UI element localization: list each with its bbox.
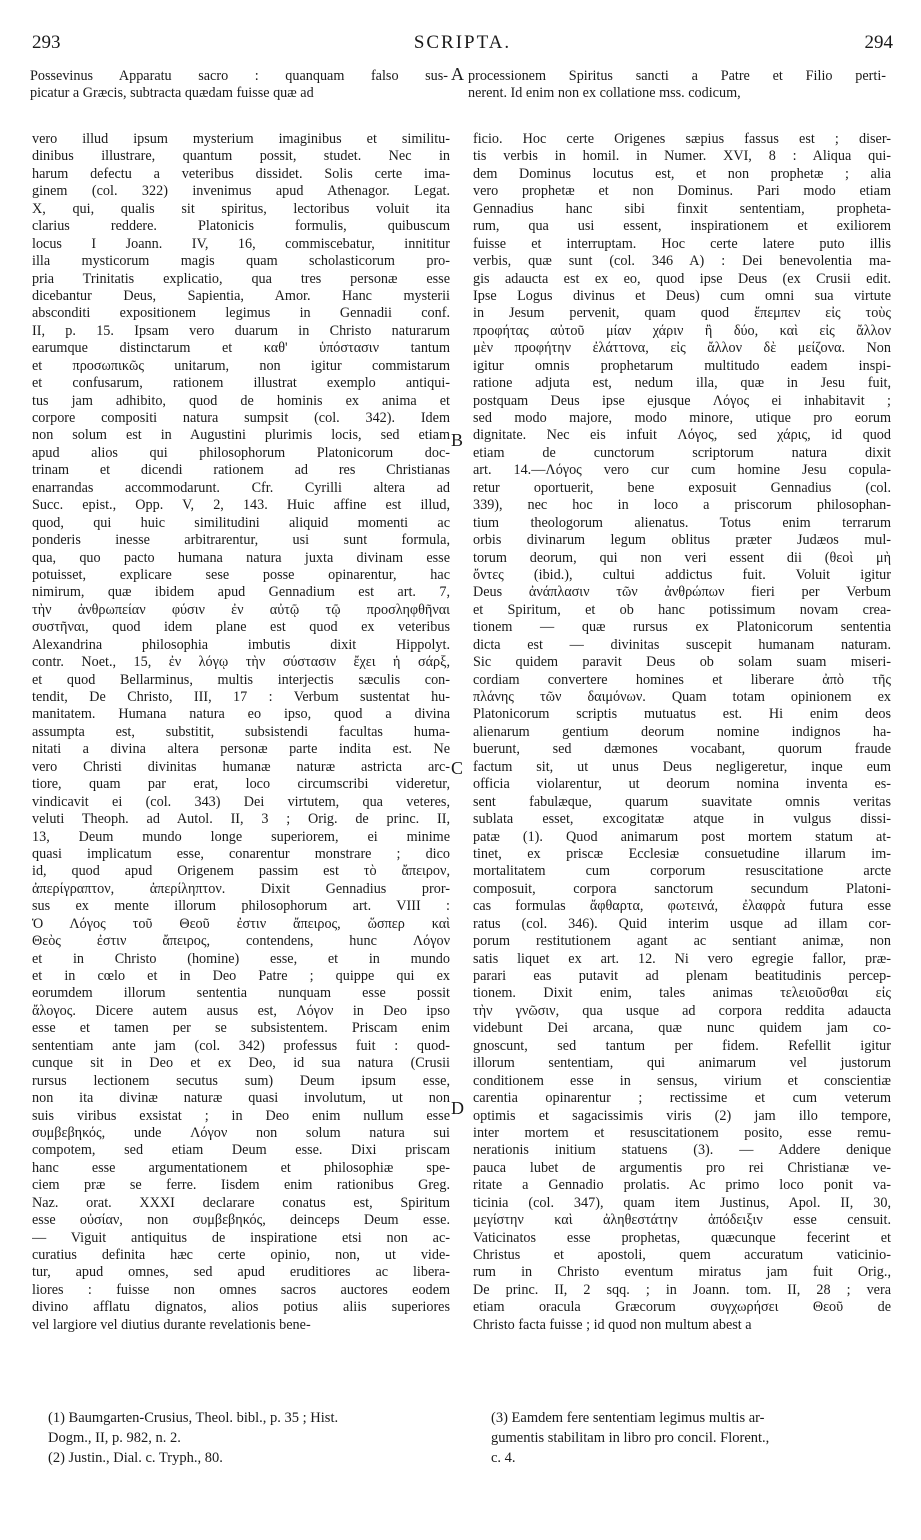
text-line: ticinia (col. 347), quam item Justinus, Apol. II, 30, [473,1194,891,1211]
text-line: fuisse et interruptam. Hoc certe latere puto illis [473,235,891,252]
text-line: suis viribus exsistat ; in Deo enim nullum esse [32,1107,450,1124]
text-line: tur, apud omnes, sed apud eruditiores ac libera- [32,1264,450,1281]
text-line: Θεὸς ἐστιν ἄπειρος, contendens, hunc Λόγον [32,933,450,950]
text-line: nerationis initium statuens (3). — Addere denique [473,1142,891,1159]
text-line: ratus (col. 346). Quid interim usque ad illam cor- [473,915,891,932]
text-line: eorumdem illorum sententia nunquam esse possit [32,985,450,1002]
text-line: alienarum gentium deorum nomine indignos ha- [473,723,891,740]
text-line: nitati a divina altera personæ parte indita est. Ne [32,741,450,758]
text-line: esse οὐσίαν, non συμβεβηκός, deinceps Deum esse. [32,1212,450,1229]
text-line: apud alios qui philosophorum Platonicorum doc- [32,444,450,461]
text-line: officia violarentur, ut deorum nomina inventa es- [473,776,891,793]
text-line: sus ex mente illorum philosophorum art. VIII : [32,898,450,915]
text-line: absconditi expositionem legimus in Gennadii conf. [32,305,450,322]
text-line: tiore, quam par erat, loco circumscribi videretur, [32,776,450,793]
text-line: retur oportuerit, bene exposuit Gennadius (col. [473,479,891,496]
text-line: porum restitutionem agant ac sentiant animæ, non [473,933,891,950]
text-line: II, p. 15. Ipsam vero duarum in Christo naturarum [32,322,450,339]
text-line: pria Trinitatis explicatio, qua tres personæ esse [32,270,450,287]
text-line: vero illud ipsum mysterium imaginibus et similitu- [32,131,450,147]
text-line: tinet, ex priscæ Ecclesiæ consuetudine illarum im- [473,845,891,862]
footnotes-right [491,1408,891,1468]
text-line: tium theologorum alienatus. Totus enim terrarum [473,514,891,531]
text-line: 339), nec hoc in loco a priscorum philosophan- [473,497,891,514]
text-line: sententiam ante jam (col. 342) professus fuit : quod- [32,1037,450,1054]
page-number-right: 294 [864,32,893,53]
text-line: harum defectu a veteribus dissidet. Solis certe ima- [32,165,450,182]
text-line: dicebantur Deus, Sapientia, Amor. Hanc mysterii [32,287,450,304]
text-line: et προσωπικῶς unitarum, non igitur commistarum [32,357,450,374]
footnote: c. 4. [491,1450,516,1466]
text-line: τὴν ἀνθρωπείαν φύσιν ἐν αὐτῷ τῷ προσληφθῆναι [32,601,450,618]
text-line: ὄντες (ibid.), cultui addictus fuit. Voluit igitur [473,566,891,583]
text-line: illorum sententiam, qui animarum vel justorum [473,1055,891,1072]
text-line: gis adaucta est ex eo, quod ipse Deus (ex Crusii edit. [473,270,891,287]
text-line: tionem — quæ rursus ex Platonicorum sententia [473,619,891,636]
text-line: sent fabulæque, quarum suavitate omnis veritas [473,793,891,810]
text-line: potuisset, explicare sese posse opinarentur, hac [32,566,450,583]
text-line: vero prophetæ et non Dominus. Pari modo etiam [473,183,891,200]
text-line: ratione adjuta est, nedum illa, quæ in Jesu fuit, [473,375,891,392]
text-line: earumque distinctarum et καθ' ὑπόστασιν tantum [32,340,450,357]
text-line: quasi implicatum esse, conarentur monstrare ; dico [32,845,450,862]
text-line: esse et tamen per se subsistentem. Priscam enim [32,1020,450,1037]
text-line: factum sit, ut unus Deus negligeretur, inque eum [473,758,891,775]
text-line: etiam oracula Græcorum συγχωρήσει Θεοῦ de [473,1299,891,1316]
text-line: ciem præ se ferre. Iisdem enim rationibus Greg. [32,1177,450,1194]
intro-line: Possevinus Apparatu sacro : quanquam falso sus- [30,68,448,84]
text-line: liores : fuisse non omnes sacros auctores eodem [32,1281,450,1298]
text-line: orbis divinarum legum oblitus præter Judæos mul- [473,532,891,549]
text-line: Succ. epist., Opp. V, 2, 143. Huic affine est illud, [32,497,450,514]
text-line: quod, qui huic similitudini aliquid momenti ac [32,514,450,531]
text-line: corpore compositi natura sumpsit (col. 342). Idem [32,410,450,426]
text-line: Vaticinatos esse prophetas, quæcunque fecerint et [473,1229,891,1246]
text-line: Gennadius hanc sibi finxit sententiam, propheta- [473,200,891,217]
text-line: videbunt Dei arcana, quæ nunc quidem jam co- [473,1020,891,1037]
intro-line: nerent. Id enim non ex collatione mss. codicum, [468,85,741,101]
text-line: τὴν γνῶσιν, qua usque ad corpora reddita adaucta [473,1002,891,1019]
text-line: cas formulas ἄφθαρτα, φωτεινά, ἐλαφρὰ futura esse [473,898,891,915]
section-marker-d: D [451,1098,464,1118]
text-line: sublata esset, excogitatæ atque in vulgus dissi- [473,811,891,828]
text-line: dicta est — divinitas suscepit humanam naturam. [473,636,891,653]
text-line: προφήτας αὐτοῦ μίαν χάριν ἢ δύο, καὶ εἰς ἄλλον [473,322,891,339]
text-line: parari eas putavit ad plenam beatitudinis percep- [473,968,891,984]
text-line: et in cœlo et in Deo Patre ; quippe qui ex [32,968,450,984]
text-line: cordiam convertere homines et liberare ἀπὸ τῆς [473,671,891,688]
text-line: cunque sit in Deo et ex Deo, id sua natura (Crusii [32,1055,450,1072]
text-line: assumpta est, substitit, subsistendi facultas huma- [32,723,450,740]
running-title: SCRIPTA. [413,32,512,53]
text-line: De princ. II, 2 sqq. ; in Joann. tom. II, 28 ; vera [473,1281,891,1298]
text-line: Christo facta fuisse ; id quod non multum abest a [473,1316,752,1333]
intro-line: picatur a Græcis, subtracta quædam fuisse quæ ad [30,85,314,101]
text-line: qua, quo pacto humana natura juxta divinam esse [32,549,450,566]
text-line: id, quod apud Origenem passim est τὸ ἄπειρον, [32,863,450,880]
text-line: conditionem esse in sensus, virium et conscientiæ [473,1072,891,1089]
text-line: Christus et apostoli, quem accuratum vaticinio- [473,1247,891,1263]
text-line: rum in Christo eventum miratus jam fuit Orig., [473,1264,891,1281]
footnote: Dogm., II, p. 982, n. 2. [48,1430,181,1446]
text-line: tis verbis in homil. in Numer. XVI, 8 : Aliqua qui- [473,148,891,165]
text-line: μὲν προφήτην ἐλάττονα, εἰς ἄλλον δὲ μείζονα. Non [473,340,891,357]
footnotes-left [48,1408,448,1468]
text-line: illa mysticorum magis quam scholasticorum pro- [32,253,450,270]
text-line: Platonicorum scriptis mutuatus est. Hi enim deos [473,706,891,723]
text-line: vindicavit ei (col. 343) Dei virtutem, qua veteres, [32,793,450,810]
text-line: vero Christi divinitas humanæ naturæ astricta arc- [32,758,450,775]
text-line: locus I Joann. IV, 16, commiscebatur, innititur [32,235,450,252]
intro-left [30,66,448,101]
page-number-left: 293 [32,32,61,53]
text-line: et in Christo (homine) esse, et in mundo [32,950,450,967]
text-line: tus jam adhibito, quod de hominis ex anima et [32,392,450,409]
text-line: compotem, sed etiam Deum esse. Dixi priscam [32,1142,450,1159]
text-line: trinam et dicendi rationem ad res Christianas [32,462,450,479]
text-line: rum, qua usi essent, inspirationem et exiliorem [473,218,891,235]
text-line: ficio. Hoc certe Origenes sæpius fassus est ; diser- [473,131,891,147]
text-line: et Spiritum, et ob hanc potissimum novam crea- [473,601,891,618]
text-line: optimis et sagacissimis viris (2) jam illo tempore, [473,1107,891,1124]
text-line: hanc esse argumentationem et philosophiæ spe- [32,1159,450,1176]
text-line: in Jesum pervenit, quam quod ἔπεμπεν εἰς τοὺς [473,305,891,322]
text-line: manitatem. Humana natura eo ipso, quod a divina [32,706,450,723]
text-line: μεγίστην καὶ ἀληθεστάτην ἀπόδειξιν esse censuit. [473,1212,891,1229]
text-line: tendit, De Christo, III, 17 : Verbum sustentat hu- [32,689,450,705]
text-line: Ipse Logus divinus et Deus) cum omni sua virtute [473,287,891,304]
running-header [32,32,893,56]
text-line: ἄλογος. Dicere autem ausus est, Λόγον in Deo ipso [32,1002,450,1019]
text-line: divino afflatu dignatos, alios potius aliis superiores [32,1299,450,1316]
text-line: inter mortem et resuscitationem posito, esse remu- [473,1124,891,1141]
text-line: ginem (col. 322) invenimus apud Athenagor. Legat. [32,183,450,200]
text-line: ponderis inesse arbitrarentur, usi sunt formula, [32,532,450,549]
text-line: πλάνης τῶν δαιμόνων. Quam totam opinionem ex [473,689,891,705]
text-line: dem Dominus locutus est, et non prophetæ ; alia [473,165,891,182]
section-marker-b: B [451,430,464,450]
footnote: (2) Justin., Dial. c. Tryph., 80. [48,1450,223,1466]
text-line: dignitate. Nec eis infuit Λόγος, sed χάρις, id quod [473,427,891,444]
text-line: Sic quidem paravit Deus ob solam suam miseri- [473,654,891,671]
text-line: enarrandas accommodarunt. Cfr. Cyrilli altera ad [32,479,450,496]
text-line: postquam Deus ipse ejusque Λόγος ei inhabitavit ; [473,392,891,409]
text-line: dinibus illustrare, quantum possit, studet. Nec in [32,148,450,165]
text-line: curatius definita hæc certe opinio, non, ut vide- [32,1247,450,1263]
text-line: torum deorum, qui non veri essent dii (θεοὶ μὴ [473,549,891,566]
text-line: art. 14.—Λόγος vero cur cum homine Jesu copula- [473,462,891,479]
text-line: et quod Bellarminus, multis interjectis sæculis con- [32,671,450,688]
text-line: ἀπερίγραπτον, ἀπερίληπτον. Dixit Gennadius pror- [32,880,450,897]
text-line: et confusarum, rationem illustrat exemplo antiqui- [32,375,450,392]
text-line: non ita divinæ naturæ quasi involutum, ut non [32,1090,450,1107]
text-line: pauca lubet de argumentis pro rei Christianæ ve- [473,1159,891,1176]
text-line: non solum est in Augustini plurimis locis, sed etiam [32,427,450,444]
footnote: (3) Eamdem fere sententiam legimus multis ar- [491,1410,765,1426]
text-line: verbis, quæ sunt (col. 346 A) : Dei benevolentia ma- [473,253,891,270]
section-marker-c: C [451,758,464,778]
right-text-column [473,131,891,1334]
text-line: satis liquet ex art. 12. Ni vero egregie fallor, præ- [473,950,891,967]
text-line: 13, Deum mundo longe superiorem, ei minime [32,828,450,845]
text-line: Deus ἀνάπλασιν τῶν ἀνθρώπων fieri per Verbum [473,584,891,601]
footnote: gumentis stabilitam in libro pro concil. Florent., [491,1430,770,1446]
text-line: mortalitatem cum corporum resuscitatione arcte [473,863,891,880]
intro-line: processionem Spiritus sancti a Patre et Filio perti- [468,68,886,84]
text-line: — Viguit antiquitus de inspiratione etsi non ac- [32,1229,450,1246]
text-line: rursus lectionem secutus sum) Deum ipsum esse, [32,1072,450,1089]
section-marker-a: A [451,64,464,84]
text-line: patæ (1). Quod animarum post mortem statum at- [473,828,891,845]
text-line: tionem. Dixit enim, tales animas τελειοῦσθαι εἰς [473,985,891,1002]
text-line: veluti Theoph. ad Autol. II, 3 ; Orig. de princ. II, [32,811,450,828]
text-line: συστῆναι, quod idem plane est quod ex veteribus [32,619,450,636]
text-line: clarius reddere. Platonicis formulis, quibuscum [32,218,450,235]
text-line: Alexandrina philosophia imbutis dixit Hippolyt. [32,636,450,653]
text-line: sed modo majore, modo minore, utique pro eorum [473,410,891,426]
text-line: contr. Noet., 15, ἐν λόγῳ τὴν σύστασιν ἔχει ἡ σάρξ, [32,654,450,671]
text-line: Naz. orat. XXXI declarare conatus est, Spiritum [32,1194,450,1211]
left-text-column [32,131,450,1334]
text-line: buerunt, sed dæmones vocabant, quorum fraude [473,741,891,758]
text-line: carentia opinarentur ; rectissime et cum veterum [473,1090,891,1107]
text-line: etiam de cunctorum scriptorum natura dixit [473,444,891,461]
footnote: (1) Baumgarten-Crusius, Theol. bibl., p. 35 ; Hist. [48,1410,339,1426]
text-line: gnoscunt, sed tantum per fidem. Refellit igitur [473,1037,891,1054]
text-line: Ὁ Λόγος τοῦ Θεοῦ ἐστιν ἄπειρος, ὥσπερ καὶ [32,915,450,932]
text-line: X, qui, qualis sit spiritus, lectoribus voluit ita [32,200,450,217]
text-line: nimirum, quæ ibidem apud Gennadium est art. 7, [32,584,450,601]
text-line: vel largiore vel diutius durante revelationis bene- [32,1316,311,1333]
text-line: composuit, corpora sanctorum secundum Platoni- [473,880,891,897]
intro-right [468,66,886,101]
text-line: ritate a Gennadio prolatis. Ac primo loco ponit va- [473,1177,891,1194]
text-line: igitur omnis prophetarum multitudo eadem inspi- [473,357,891,374]
text-line: συμβεβηκός, unde Λόγον non solum natura sui [32,1124,450,1141]
